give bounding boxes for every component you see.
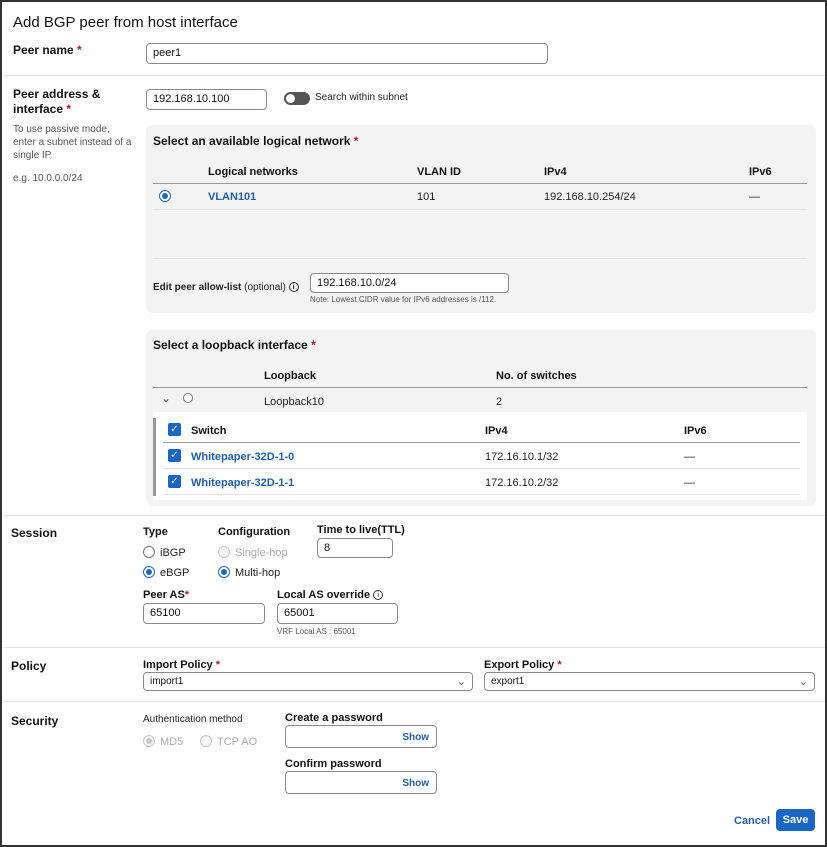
show-password-button[interactable]: Show [402,732,429,743]
col-loopback: Loopback [264,370,316,382]
subtable-header-line [163,442,800,443]
divider [4,647,825,648]
switch-ipv6: — [684,451,695,463]
export-policy-label: Export Policy * [484,659,562,671]
switch-ipv6: — [684,477,695,489]
row-divider [153,258,807,259]
import-policy-select[interactable]: import1 ⌄ [143,672,473,691]
multi-hop-radio[interactable] [218,566,230,578]
local-as-input[interactable]: 65001 [277,603,398,624]
info-icon[interactable]: i [373,590,383,600]
ibgp-radio[interactable] [143,546,155,558]
ipv4-cell: 192.168.10.254/24 [544,191,636,203]
tcp-ao-radio[interactable] [200,735,212,747]
local-as-label: Local AS override i [277,589,383,601]
type-label: Type [143,526,168,538]
switch-checkbox[interactable]: ✓ [168,449,181,462]
peer-as-input[interactable]: 65100 [143,603,265,624]
ttl-label: Time to live(TTL) [317,524,405,536]
md5-label: MD5 [160,736,184,748]
row-divider [163,468,800,469]
loopback-row[interactable] [153,388,807,412]
loopback-radio[interactable] [183,393,193,403]
switch-link[interactable]: Whitepaper-32D-1-1 [191,477,295,489]
chevron-down-icon: ⌄ [456,676,466,688]
select-all-checkbox[interactable]: ✓ [168,423,181,436]
peer-as-label: Peer AS* [143,589,190,601]
peer-address-example: e.g. 10.0.0.0/24 [13,173,83,184]
single-hop-radio[interactable] [218,546,230,558]
divider [4,515,825,516]
col-switch-ipv6: IPv6 [684,425,707,437]
switch-ipv4: 172.16.10.1/32 [485,451,559,463]
export-policy-select[interactable]: export1 ⌄ [484,672,815,691]
peer-address-help: To use passive mode, enter a subnet instead of a single IP [13,124,132,161]
search-subnet-toggle[interactable] [284,92,310,105]
divider [4,75,825,76]
single-hop-label: Single-hop [235,547,288,559]
peer-name-label: Peer name * [13,43,82,57]
ttl-input[interactable]: 8 [317,538,393,558]
save-button[interactable]: Save [776,809,815,831]
import-policy-label: Import Policy * [143,659,221,671]
chevron-down-icon: ⌄ [798,676,808,688]
peer-address-input[interactable]: 192.168.10.100 [146,89,267,110]
col-ipv4: IPv4 [544,166,567,178]
peer-name-input[interactable]: peer1 [146,43,548,64]
ipv6-cell: — [749,191,760,203]
info-icon[interactable]: i [289,282,299,292]
loopback-title: Select a loopback interface * [153,338,316,352]
col-switch-ipv4: IPv4 [485,425,508,437]
chevron-down-icon[interactable]: ⌄ [161,391,172,405]
switch-subtable [153,412,807,500]
divider [4,701,825,702]
policy-label: Policy [11,659,47,673]
md5-radio[interactable] [143,735,155,747]
col-ipv6: IPv6 [749,166,772,178]
tcp-ao-label: TCP AO [217,736,258,748]
vlan-link[interactable]: VLAN101 [208,191,257,203]
show-password-button[interactable]: Show [402,778,429,789]
col-no-of-switches: No. of switches [496,370,577,382]
vlan-id-cell: 101 [417,191,436,203]
search-subnet-label: Search within subnet [315,92,408,103]
col-switch: Switch [191,425,227,437]
peer-address-label: Peer address & interface * [13,87,101,116]
confirm-password-input[interactable] [285,771,437,794]
multi-hop-label: Multi-hop [235,567,281,579]
switch-checkbox[interactable]: ✓ [168,475,181,488]
loopback-name: Loopback10 [264,396,324,408]
create-password-label: Create a password [285,712,383,724]
logical-network-title: Select an available logical network * [153,134,359,148]
row-divider [163,494,800,495]
switch-ipv4: 172.16.10.2/32 [485,477,559,489]
vrf-local-as-note: VRF Local AS : 65001 [277,627,356,636]
cancel-button[interactable]: Cancel [734,815,771,827]
create-password-input[interactable] [285,725,437,748]
dialog-title: Add BGP peer from host interface [13,14,238,31]
col-logical-networks: Logical networks [208,166,298,178]
ibgp-label: iBGP [160,547,186,559]
session-label: Session [11,526,58,540]
auth-method-label: Authentication method [143,714,243,725]
row-divider [153,209,807,210]
table-row[interactable] [153,184,807,209]
ebgp-label: eBGP [160,567,190,579]
allow-list-note: Note: Lowest CIDR value for IPv6 addresses is /112. [310,295,497,304]
ebgp-radio[interactable] [143,566,155,578]
loopback-count: 2 [496,396,503,408]
row-radio[interactable] [159,190,171,202]
col-vlan-id: VLAN ID [417,166,461,178]
security-label: Security [11,714,59,728]
configuration-label: Configuration [218,526,291,538]
logical-network-panel [146,125,816,313]
allow-list-input[interactable]: 192.168.10.0/24 [310,273,509,293]
switch-link[interactable]: Whitepaper-32D-1-0 [191,451,295,463]
loopback-panel [146,330,816,506]
allow-list-label: Edit peer allow-list (optional) i [153,282,299,293]
confirm-password-label: Confirm password [285,758,382,770]
indent-bar [153,418,156,496]
